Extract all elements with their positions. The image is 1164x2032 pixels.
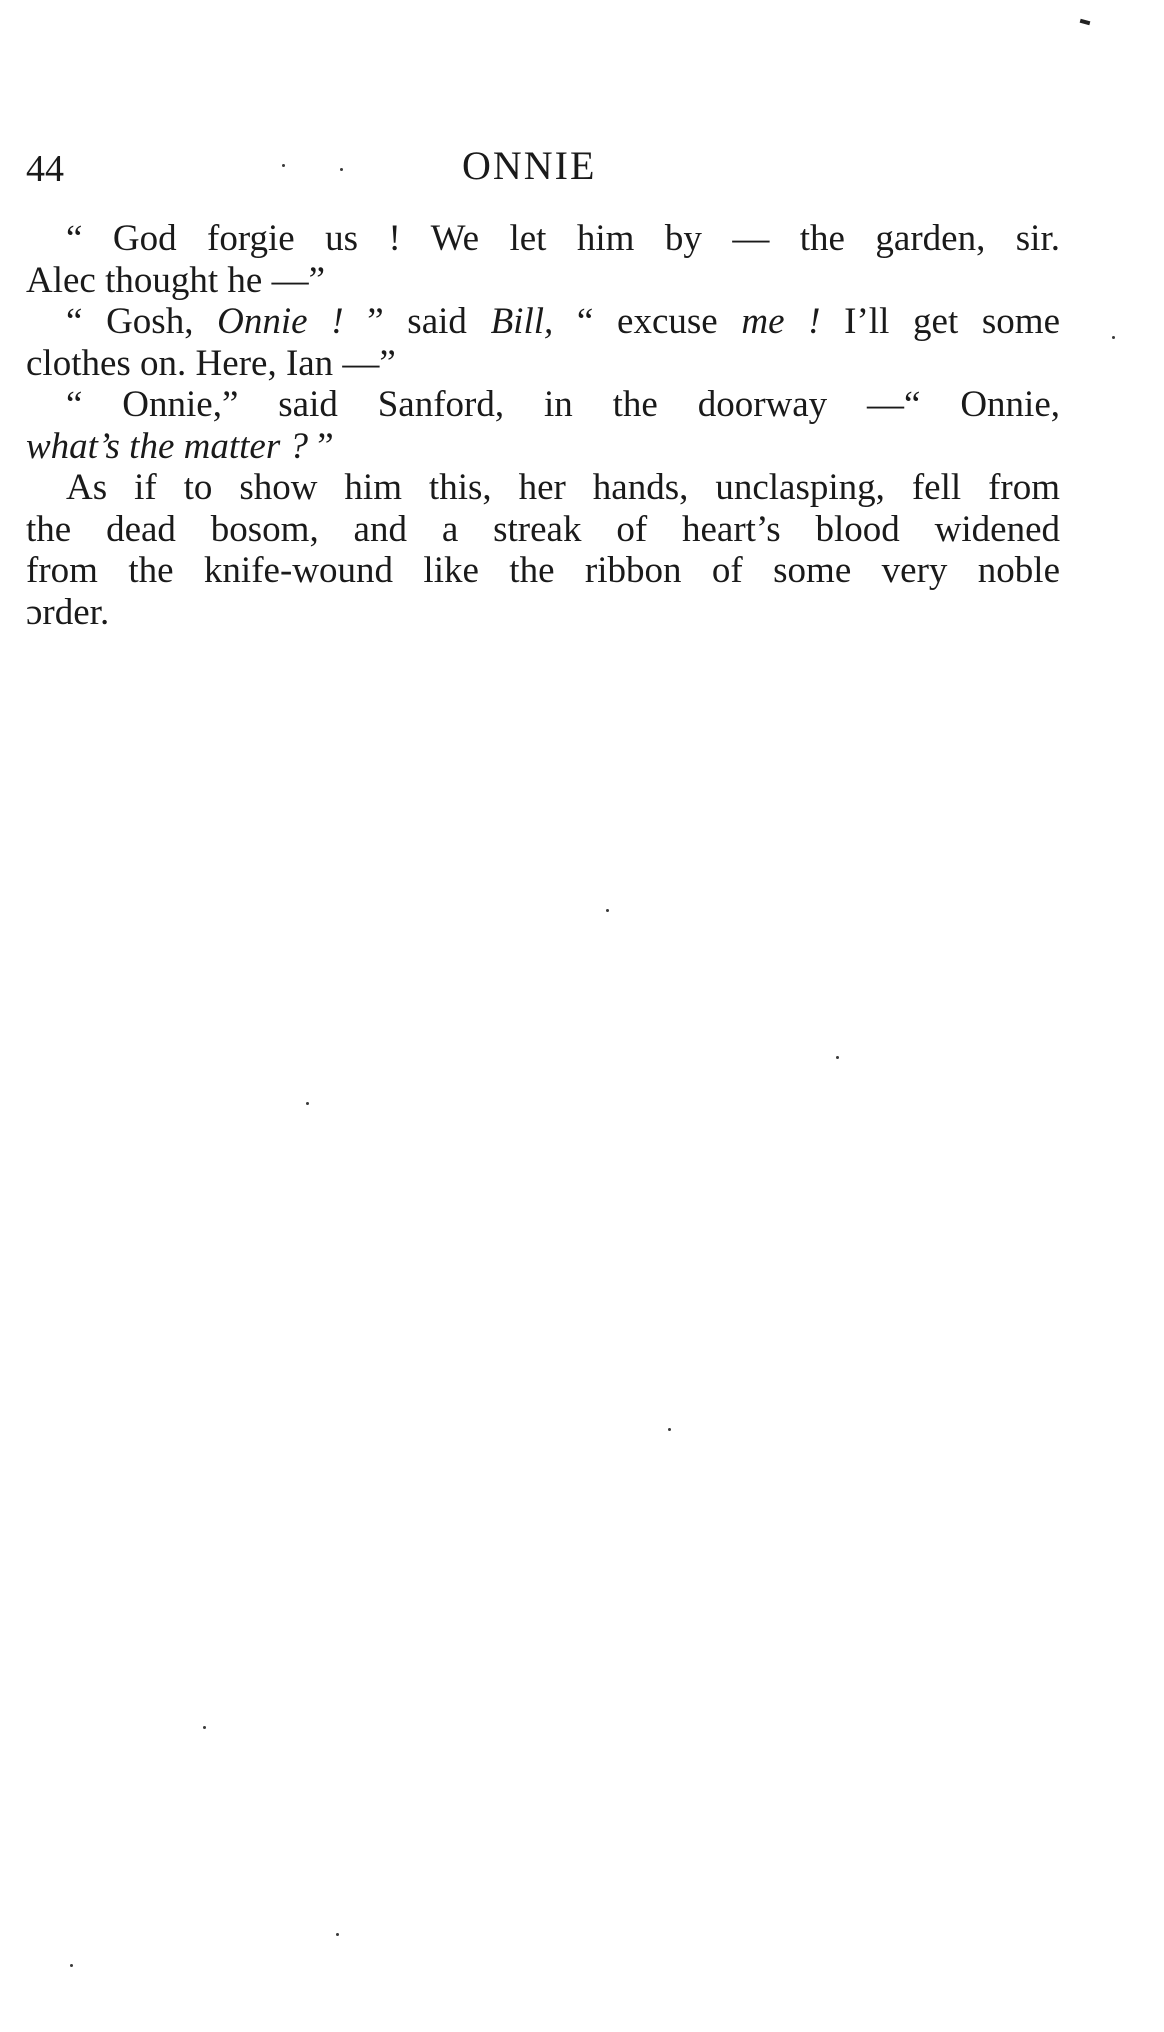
text-line: “ Onnie,” said Sanford, in the doorway —“ Onnie, [66,384,1060,425]
text-line: “ God forgie us ! We let him by — the garden, sir. [66,218,1060,259]
italic-run: matter ? [183,425,308,467]
paragraph-3 [26,384,1060,467]
text-run: “ Gosh, [66,301,218,342]
scan-speck [1112,336,1115,339]
paragraph-2 [26,301,1060,384]
text-line [26,301,1060,343]
scan-speck [336,1933,339,1936]
scan-speck [340,168,343,171]
text-run: “ excuse [553,301,742,342]
text-line [26,426,1060,468]
italic-run: me ! [741,301,821,342]
italic-run: what’s the [26,425,184,467]
page-number: 44 [26,148,64,190]
scan-speck [203,1726,206,1729]
scan-speck [282,164,285,167]
italic-run: Onnie ! [217,301,368,342]
scan-speck [70,1964,73,1967]
text-run: I’ll get some [820,301,1060,342]
scan-speck [606,909,609,912]
italic-run: Bill, [490,301,554,342]
text-line: from the knife-wound like the ribbon of some very noble [26,550,1060,591]
text-line: the dead bosom, and a streak of heart’s blood widened [26,508,1060,550]
paragraph-1 [26,218,1060,301]
paragraph-4 [26,467,1060,633]
scan-speck [836,1056,839,1059]
running-title: ONNIE [462,143,597,188]
text-run: ” [307,425,334,467]
body-text [26,218,1060,633]
text-line: clothes on. Here, Ian —” [26,342,396,384]
text-line: As if to show him this, her hands, unclasping, fell from [66,467,1060,508]
scan-speck [306,1102,309,1105]
text-line: Alec thought he —” [26,259,325,301]
text-run: ” said [367,301,491,342]
text-line: ɔrder. [26,591,110,633]
scan-mark [1080,19,1091,25]
scan-speck [668,1428,671,1431]
